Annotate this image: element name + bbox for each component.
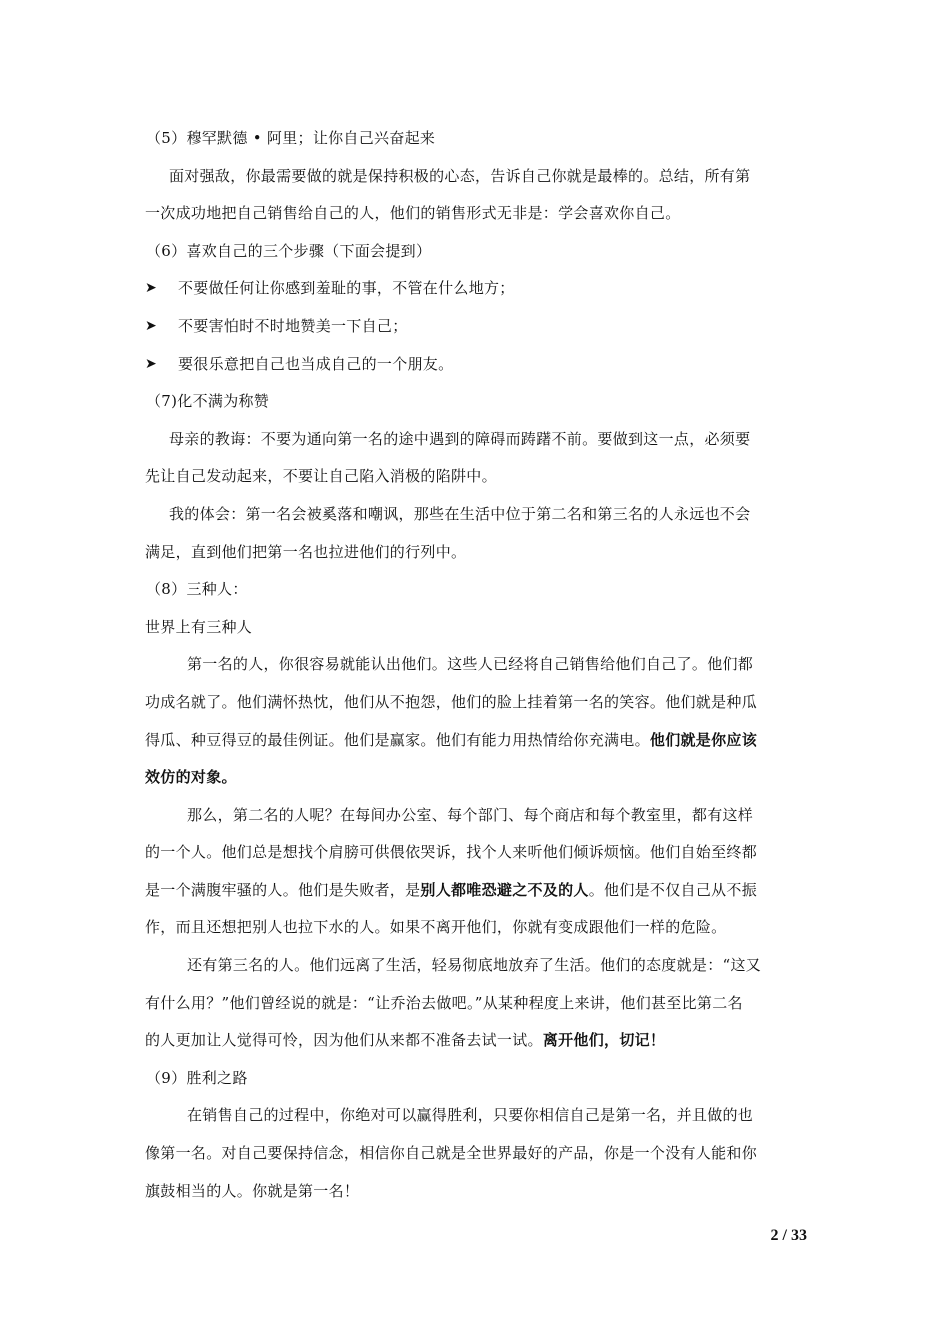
paragraph-line: 功成名就了。他们满怀热忱，他们从不抱怨，他们的脸上挂着第一名的笑容。他们就是种瓜 <box>145 692 758 711</box>
document-body <box>145 120 809 1210</box>
paragraph-line <box>145 722 809 760</box>
emphasis-text: 他们就是你应该 <box>649 730 758 749</box>
section-heading: （5）穆罕默德 • 阿里；让你自己兴奋起来 <box>146 129 436 147</box>
paragraph-line: 的一个人。他们总是想找个肩膀可供偎依哭诉，找个人来听他们倾诉烦恼。他们自始至终都 <box>145 843 758 862</box>
paragraph-line: 那么，第二名的人呢？在每间办公室、每个部门、每个商店和每个教室里，都有这样 <box>187 805 754 824</box>
arrow-bullet-icon: ➤ <box>145 280 158 297</box>
emphasis-text: 效仿的对象。 <box>145 768 237 787</box>
list-item-text: 不要做任何让你感到羞耻的事，不管在什么地方； <box>178 279 515 298</box>
paragraph-line: 满足，直到他们把第一名也拉进他们的行列中。 <box>145 542 467 561</box>
paragraph-line: 在销售自己的过程中，你绝对可以赢得胜利，只要你相信自己是第一名，并且做的也 <box>187 1106 754 1125</box>
paragraph-line: 第一名的人，你很容易就能认出他们。这些人已经将自己销售给他们自己了。他们都 <box>187 655 754 674</box>
paragraph-line: 有什么用？”他们曾经说的就是：“让乔治去做吧。”从某种程度上来讲，他们甚至比第二名 <box>145 993 743 1012</box>
list-item-text: 要很乐意把自己也当成自己的一个朋友。 <box>178 354 454 373</box>
paragraph-line: 旗鼓相当的人。你就是第一名！ <box>145 1181 360 1200</box>
section-heading: （7)化不满为称赞 <box>146 392 270 411</box>
section-heading: （9）胜利之路 <box>146 1068 248 1087</box>
page-number: 2 / 33 <box>770 1227 807 1244</box>
text-run: 得瓜、种豆得豆的最佳例证。他们是赢家。他们有能力用热情给你充满电。 <box>145 730 650 749</box>
section-heading: （6）喜欢自己的三个步骤（下面会提到） <box>146 241 432 260</box>
paragraph-line: 先让自己发动起来，不要让自己陷入消极的陷阱中。 <box>145 467 497 486</box>
paragraph-line: 一次成功地把自己销售给自己的人，他们的销售形式无非是：学会喜欢你自己。 <box>145 204 681 223</box>
list-item <box>145 270 809 308</box>
list-item <box>145 308 809 346</box>
paragraph-line: 母亲的教诲：不要为通向第一名的途中遇到的障碍而踌躇不前。要做到这一点，必须要 <box>169 429 751 448</box>
subheading: 世界上有三种人 <box>145 617 253 636</box>
list-item <box>145 346 809 384</box>
section-heading: （8）三种人： <box>146 580 248 599</box>
paragraph-line: 我的体会：第一名会被奚落和嘲讽，那些在生活中位于第二名和第三名的人永远也不会 <box>169 504 751 523</box>
text-run: 是一个满腹牢骚的人。他们是失败者，是 <box>145 880 421 899</box>
arrow-bullet-icon: ➤ <box>145 355 158 372</box>
paragraph-line <box>145 872 809 910</box>
paragraph-line: 像第一名。对自己要保持信念，相信你自己就是全世界最好的产品，你是一个没有人能和你 <box>145 1144 758 1163</box>
text-run: 的人更加让人觉得可怜，因为他们从来都不准备去试一试。 <box>145 1031 543 1050</box>
emphasis-text: 离开他们，切记！ <box>542 1031 666 1050</box>
arrow-bullet-icon: ➤ <box>145 317 158 334</box>
paragraph-line: 还有第三名的人。他们远离了生活，轻易彻底地放弃了生活。他们的态度就是：“这又 <box>187 956 762 975</box>
list-item-text: 不要害怕时不时地赞美一下自己； <box>178 316 408 335</box>
text-run: 。他们是不仅自己从不振 <box>588 880 758 899</box>
paragraph-line <box>145 1022 809 1060</box>
emphasis-text: 别人都唯恐避之不及的人 <box>420 880 589 899</box>
paragraph-line: 面对强敌，你最需要做的就是保持积极的心态，告诉自己你就是最棒的。总结，所有第 <box>169 166 751 185</box>
paragraph-line: 作，而且还想把别人也拉下水的人。如果不离开他们，你就有变成跟他们一样的危险。 <box>145 918 727 937</box>
